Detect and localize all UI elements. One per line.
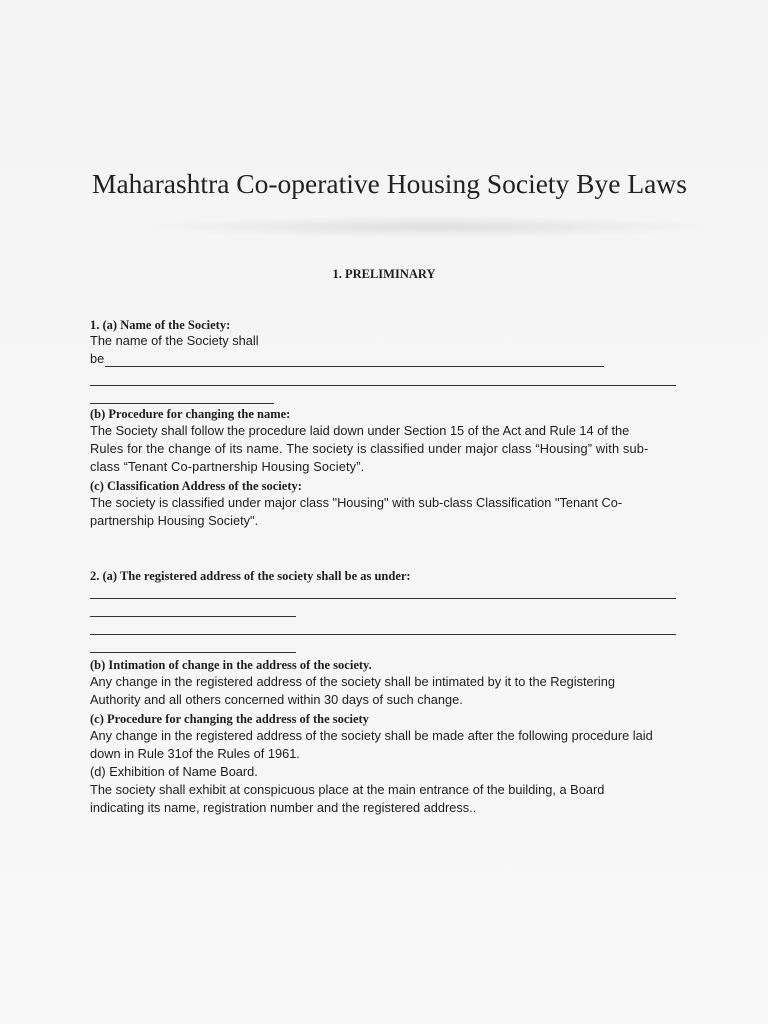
address-blank-line-1 xyxy=(90,598,676,599)
clause-1b-text-line-2: Rules for the change of its name. The society is classified under major class “Housing” with sub- xyxy=(90,441,649,456)
clause-2a-heading: 2. (a) The registered address of the society shall be as under: xyxy=(90,569,411,583)
clause-2c-text-line-1: Any change in the registered address of the society shall be made after the following procedure laid xyxy=(90,728,653,743)
title-underline-shadow xyxy=(150,216,710,238)
clause-1a-text-line-2: be xyxy=(90,351,105,366)
clause-1b-text-line-1: The Society shall follow the procedure laid down under Section 15 of the Act and Rule 14 of the xyxy=(90,423,630,438)
clause-1a-text-line-1: The name of the Society shall xyxy=(90,333,259,348)
clause-2d-heading: (d) Exhibition of Name Board. xyxy=(90,764,258,779)
clause-1c-heading: (c) Classification Address of the society: xyxy=(90,479,302,493)
document-title: Maharashtra Co-operative Housing Society Bye Laws xyxy=(92,168,687,199)
clause-2d-text-line-2: indicating its name, registration number and the registered address.. xyxy=(90,800,477,815)
clause-1b-heading: (b) Procedure for changing the name: xyxy=(90,407,291,421)
society-name-blank-line-2 xyxy=(90,385,676,386)
clause-2c-heading: (c) Procedure for changing the address of the society xyxy=(90,712,369,726)
clause-2c-text-line-2: down in Rule 31of the Rules of 1961. xyxy=(90,746,300,761)
address-blank-line-4 xyxy=(90,652,296,653)
clause-2b-text-line-1: Any change in the registered address of the society shall be intimated by it to the Registering xyxy=(90,674,615,689)
clause-1a-heading: 1. (a) Name of the Society: xyxy=(90,318,231,332)
section-heading-preliminary: 1. PRELIMINARY xyxy=(332,267,436,281)
clause-2b-heading: (b) Intimation of change in the address of the society. xyxy=(90,658,372,672)
clause-1c-text-line-2: partnership Housing Society". xyxy=(90,513,259,528)
society-name-blank-line-3 xyxy=(90,403,274,404)
clause-1b-text-line-3: class “Tenant Co-partnership Housing Society”. xyxy=(90,459,365,474)
address-blank-line-2 xyxy=(90,616,296,617)
society-name-blank-line-1 xyxy=(105,366,604,367)
clause-1c-text-line-1: The society is classified under major class "Housing" with sub-class Classification "Tenant Co- xyxy=(90,495,623,510)
clause-2b-text-line-2: Authority and all others concerned within 30 days of such change. xyxy=(90,692,463,707)
address-blank-line-3 xyxy=(90,634,676,635)
clause-2d-text-line-1: The society shall exhibit at conspicuous place at the main entrance of the building, a Board xyxy=(90,782,605,797)
